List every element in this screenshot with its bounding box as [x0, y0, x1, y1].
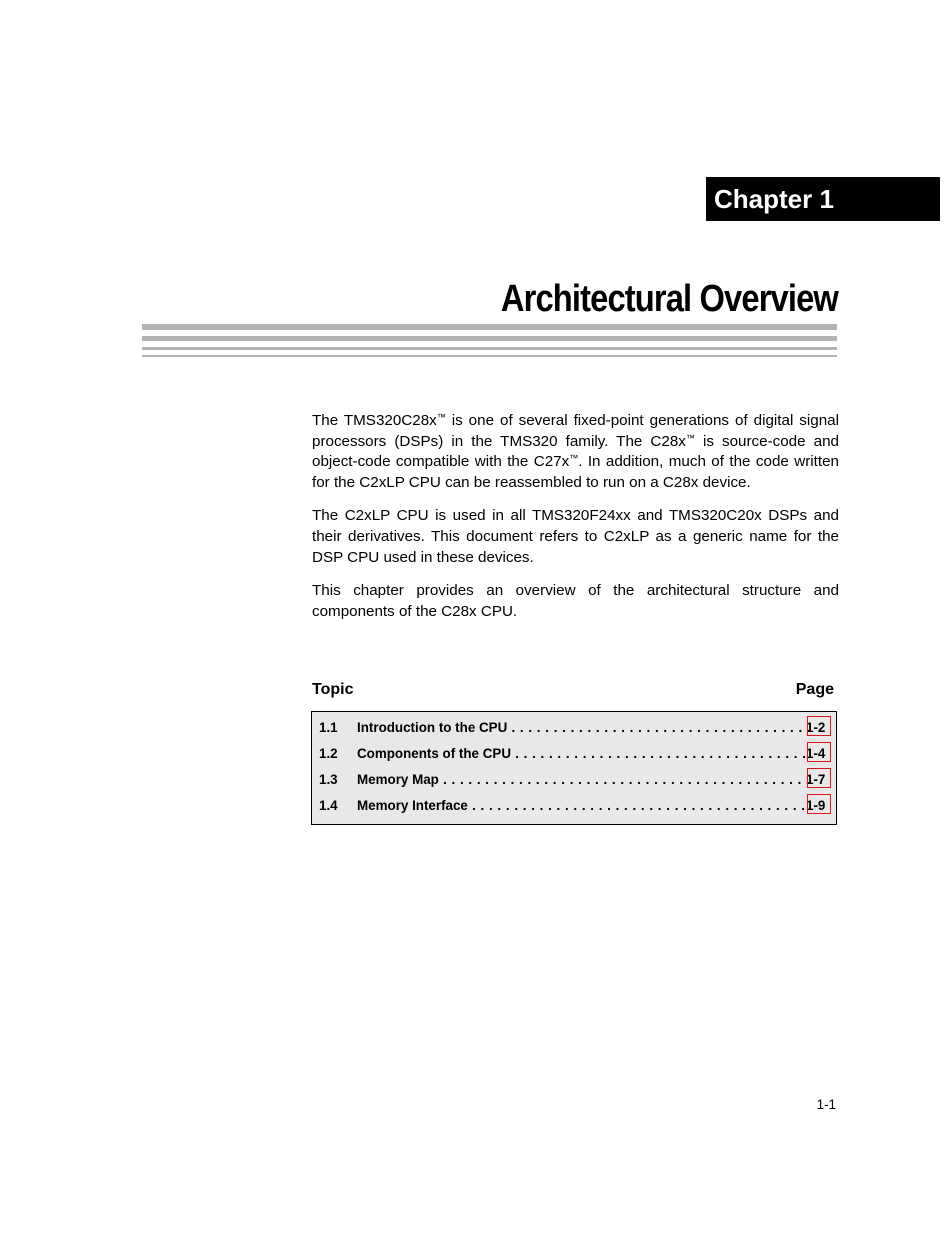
toc-entry-page[interactable]: 1-4	[803, 744, 831, 764]
toc-entry[interactable]	[319, 796, 811, 816]
toc-entry-label[interactable]: Memory Map . . .	[357, 770, 811, 790]
trademark-symbol: ™	[436, 412, 446, 422]
title-rule	[142, 347, 837, 350]
trademark-symbol: ™	[685, 432, 695, 443]
toc-entry-number: 1.4	[319, 798, 338, 813]
chapter-intro	[312, 411, 839, 635]
toc-entry-number: 1.1	[319, 720, 338, 735]
toc-entry[interactable]	[319, 770, 811, 790]
title-rule	[142, 324, 837, 330]
highlight-box	[807, 716, 831, 736]
highlight-box	[807, 794, 831, 814]
chapter-title: Architectural Overview	[500, 278, 838, 320]
toc-entry-page[interactable]: 1-9	[803, 796, 831, 816]
toc-entry-label[interactable]: Introduction to the CPU . . .	[357, 718, 811, 738]
intro-paragraph-3: This chapter provides an overview of the architectural structure and components of the C28x CPU.	[312, 582, 839, 620]
chapter-tab: Chapter 1	[706, 177, 940, 221]
toc-entry-label[interactable]: Memory Interface . . .	[357, 796, 811, 816]
toc-entry[interactable]	[319, 744, 811, 764]
toc-entry-number: 1.2	[319, 746, 338, 761]
toc-entry-number: 1.3	[319, 772, 338, 787]
title-rule	[142, 355, 837, 357]
title-rule	[142, 336, 837, 341]
toc-entry[interactable]	[319, 718, 811, 738]
table-of-contents	[311, 711, 837, 825]
toc-header	[312, 681, 834, 699]
intro-paragraph-1: The TMS320C28x™ is one of several fixed-point generations of digital signal processors (DSPs) in the TMS320 family. The C28x™ is source-code and object-code compatible with the C27x™. In addition, much of the code written for the C2xLP CPU can be reassembled to run on a C28x device.	[312, 412, 839, 491]
toc-topic-header: Topic	[312, 681, 354, 698]
toc-entry-page[interactable]: 1-7	[803, 770, 831, 790]
page-number: 1-1	[816, 1097, 836, 1112]
highlight-box	[807, 742, 831, 762]
toc-entry-label[interactable]: Components of the CPU . . .	[357, 744, 811, 764]
toc-entry-page[interactable]: 1-2	[803, 718, 831, 738]
highlight-box	[807, 768, 831, 788]
intro-paragraph-2: The C2xLP CPU is used in all TMS320F24xx and TMS320C20x DSPs and their derivatives. This document refers to C2xLP as a generic name for the DSP CPU used in these devices.	[312, 507, 839, 566]
trademark-symbol: ™	[569, 453, 579, 464]
toc-page-header: Page	[795, 681, 834, 698]
